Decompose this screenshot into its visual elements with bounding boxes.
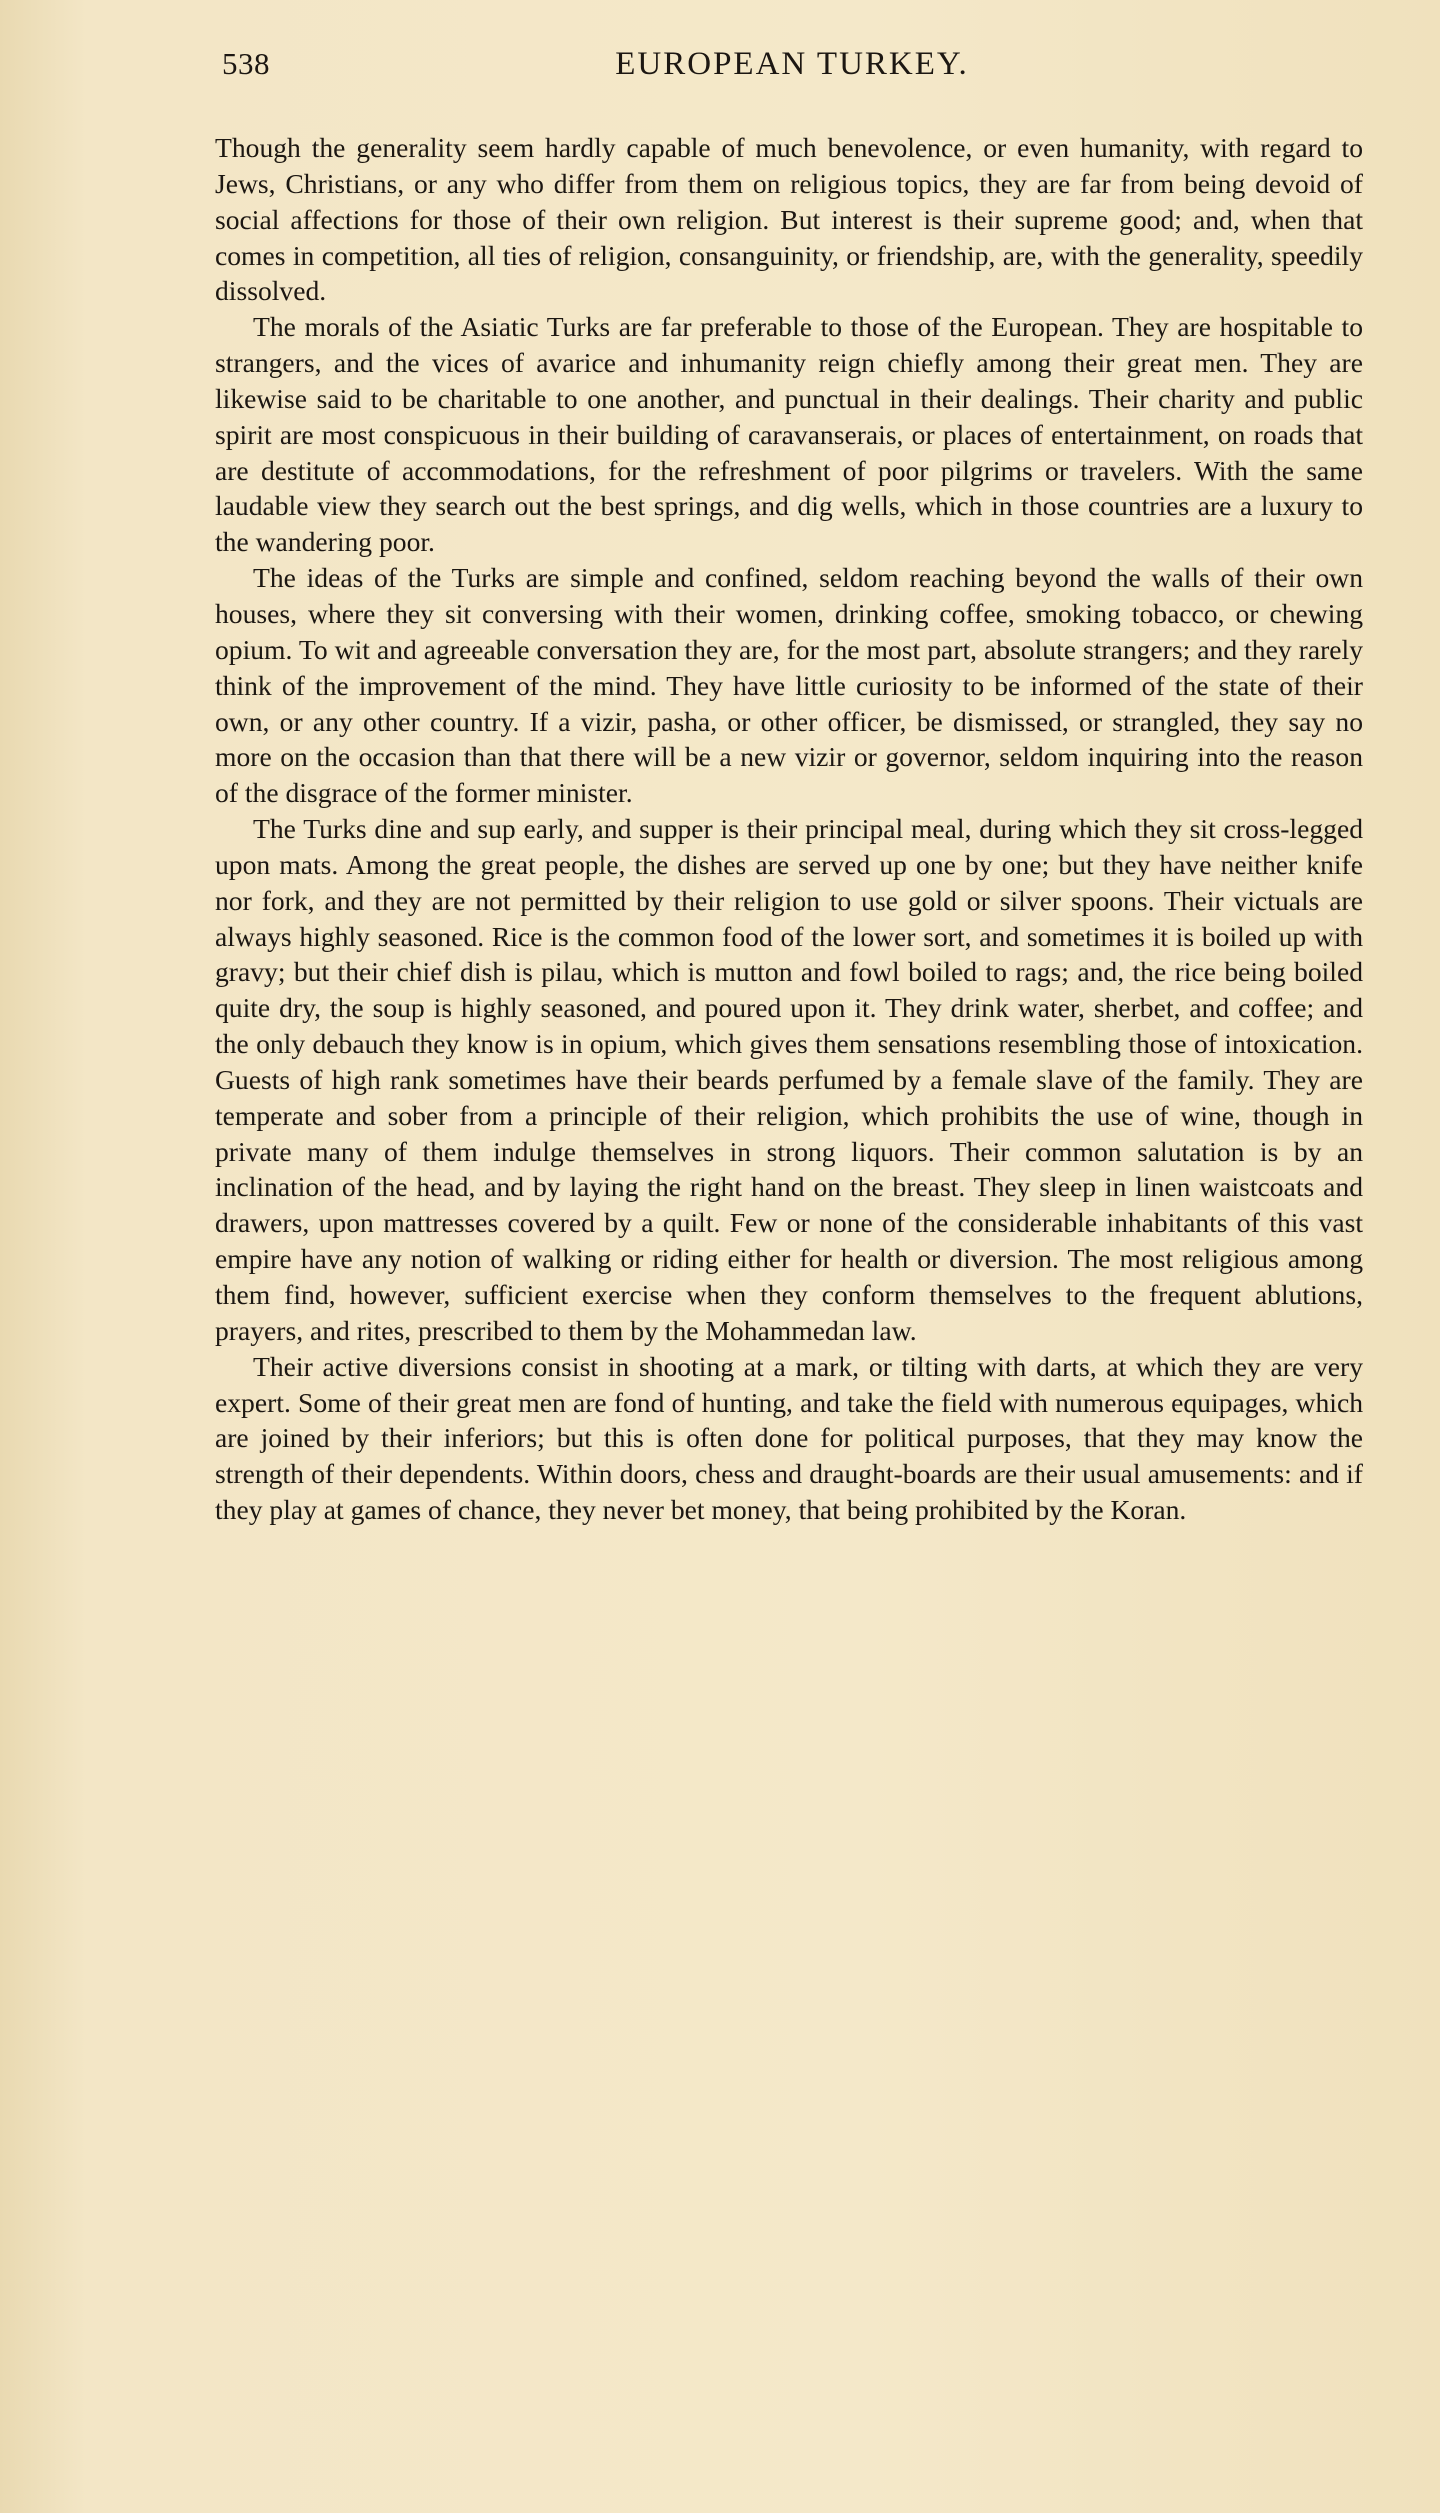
paragraph-morals: The morals of the Asiatic Turks are far preferable to those of the European. They are hospitable to strangers, and the vices of avarice and inhumanity reign chiefly among their great men. They are likewise said to be charitable to one another, and punctual in their dealings. Their charity and public spirit are most conspicuous in their building of caravanserais, or places of entertainment, on roads that are destitute of accommodations, for the refreshment of poor pilgrims or travelers. With the same laudable view they search out the best springs, and dig wells, which in those countries are a luxury to the wandering poor.: [215, 311, 1363, 558]
page-number: 538: [222, 46, 270, 81]
paragraph-generality: Though the generality seem hardly capable of much benevolence, or even humanity, with regard to Jews, Christians, or any who differ from them on religious topics, they are far from being devoid of social affections for those of their own religion. But interest is their supreme good; and, when that comes in competition, all ties of religion, consanguinity, or friendship, are, with the generality, speedily dissolved.: [215, 132, 1363, 307]
paragraph-ideas: The ideas of the Turks are simple and confined, seldom reaching beyond the walls of their own houses, where they sit conversing with their women, drinking coffee, smoking tobacco, or chewing opium. To wit and agreeable conversation they are, for the most part, absolute strangers; and they rarely think of the improvement of the mind. They have little curiosity to be informed of the state of their own, or any other country. If a vizir, pasha, or other officer, be dismissed, or strangled, they say no more on the occasion than that there will be a new vizir or governor, seldom inquiring into the reason of the disgrace of the former minister.: [215, 562, 1363, 809]
paragraph-meals: The Turks dine and sup early, and supper is their principal meal, during which they sit cross-legged upon mats. Among the great people, the dishes are served up one by one; but they have neither knife nor fork, and they are not permitted by their religion to use gold or silver spoons. Their victuals are always highly seasoned. Rice is the common food of the lower sort, and sometimes it is boiled up with gravy; but their chief dish is pilau, which is mutton and fowl boiled to rags; and, the rice being boiled quite dry, the soup is highly seasoned, and poured upon it. They drink water, sherbet, and coffee; and the only debauch they know is in opium, which gives them sensations resembling those of intoxication. Guests of high rank sometimes have their beards perfumed by a female slave of the family. They are temperate and sober from a principle of their religion, which prohibits the use of wine, though in private many of them indulge themselves in strong liquors. Their common salutation is by an inclination of the head, and by laying the right hand on the breast. They sleep in linen waistcoats and drawers, upon mattresses covered by a quilt. Few or none of the considerable inhabitants of this vast empire have any notion of walking or riding either for health or diversion. The most religious among them find, however, sufficient exercise when they conform themselves to the frequent ablutions, prayers, and rites, prescribed to them by the Mohammedan law.: [215, 813, 1363, 1346]
paragraph-diversions: Their active diversions consist in shooting at a mark, or tilting with darts, at which they are very expert. Some of their great men are fond of hunting, and take the field with numerous equipages, which are joined by their inferiors; but this is often done for political purposes, that they may know the strength of their dependents. Within doors, chess and draught-boards are their usual amusements: and if they play at games of chance, they never bet money, that being prohibited by the Koran.: [215, 1350, 1363, 1526]
page-header: [222, 46, 1362, 96]
running-title: EUROPEAN TURKEY.: [615, 46, 969, 82]
body-text: [215, 130, 1363, 1528]
